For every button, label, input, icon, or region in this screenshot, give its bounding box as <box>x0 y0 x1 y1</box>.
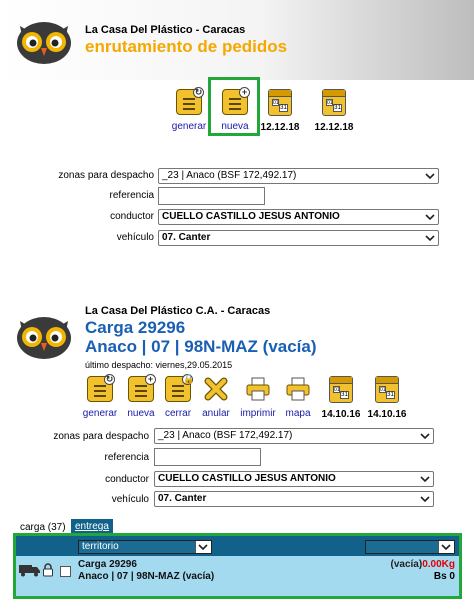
zonas-select[interactable] <box>158 168 439 184</box>
calendar-icon: 01 31 <box>268 89 292 116</box>
tab-entrega[interactable]: entrega <box>71 519 113 534</box>
row-subtitle: Anaco | 07 | 98N-MAZ (vacía) <box>78 571 215 582</box>
calendar-icon: 01 31 <box>329 376 353 403</box>
referencia-input[interactable] <box>154 448 261 466</box>
generate-icon: ↻ <box>87 376 113 402</box>
calendar-icon: 01 31 <box>375 376 399 403</box>
zonas-label: zonas para despacho <box>58 170 154 181</box>
highlight-new-button <box>208 77 260 136</box>
date-to-button[interactable] <box>363 376 411 420</box>
zonas-value: _23 | Anaco (BSF 172,492.17) <box>158 430 293 441</box>
new-label: nueva <box>127 408 155 419</box>
carga-subtitle: Anaco | 07 | 98N-MAZ (vacía) <box>85 337 317 356</box>
zonas-value: _23 | Anaco (BSF 172,492.17) <box>162 170 297 181</box>
referencia-input[interactable] <box>158 187 265 205</box>
chevron-down-icon <box>425 212 435 222</box>
date-from-button[interactable] <box>256 89 304 133</box>
map-button[interactable] <box>274 376 322 419</box>
referencia-label: referencia <box>109 190 154 201</box>
owl-logo-icon <box>16 313 72 359</box>
vehiculo-label: vehículo <box>111 494 149 505</box>
highlight-list-panel <box>13 533 462 599</box>
chevron-down-icon <box>425 233 435 243</box>
conductor-select[interactable] <box>158 209 439 225</box>
printer-icon <box>245 376 271 402</box>
company-name: La Casa Del Plástico C.A. - Caracas <box>85 305 271 317</box>
chevron-down-icon <box>425 171 435 181</box>
date-to-label: 12.12.18 <box>314 122 354 133</box>
last-dispatch: último despacho: viernes,29.05.2015 <box>85 360 233 370</box>
lock-icon: 🔒 <box>165 376 191 402</box>
referencia-label: referencia <box>104 452 149 463</box>
conductor-value: CUELLO CASTILLO JESUS ANTONIO <box>162 211 340 222</box>
chevron-down-icon <box>420 494 430 504</box>
conductor-label: conductor <box>105 474 149 485</box>
conductor-value: CUELLO CASTILLO JESUS ANTONIO <box>158 473 336 484</box>
date-to-button[interactable] <box>310 89 358 133</box>
map-label: mapa <box>285 408 311 419</box>
generate-button[interactable] <box>165 89 213 132</box>
date-from-label: 14.10.16 <box>321 409 361 420</box>
vehiculo-label: vehículo <box>116 232 154 243</box>
owl-logo-icon <box>16 18 72 64</box>
cancel-x-icon <box>203 376 229 402</box>
new-label: nueva <box>221 121 249 132</box>
generate-icon: ↻ <box>176 89 202 115</box>
close-label: cerrar <box>164 408 192 419</box>
vehiculo-value: 07. Canter <box>162 232 211 243</box>
vehiculo-select[interactable] <box>158 230 439 246</box>
map-printer-icon <box>285 376 311 402</box>
page-title: enrutamiento de pedidos <box>85 37 288 56</box>
tab-carga[interactable]: carga (37) <box>16 520 70 535</box>
conductor-label: conductor <box>110 211 154 222</box>
row-amount: Bs 0 <box>433 571 455 582</box>
territorio-value: territorio <box>82 541 119 552</box>
date-from-label: 12.12.18 <box>260 122 300 133</box>
conductor-select[interactable] <box>154 471 434 487</box>
row-title: Carga 29296 <box>78 559 137 570</box>
generate-label: generar <box>171 121 207 132</box>
row-status-weight: 0.00Kg <box>422 559 455 570</box>
zonas-select[interactable] <box>154 428 434 444</box>
chevron-down-icon <box>420 474 430 484</box>
date-from-button[interactable] <box>317 376 365 420</box>
cancel-label: anular <box>202 408 230 419</box>
new-icon: + <box>222 89 248 115</box>
print-label: imprimir <box>240 408 276 419</box>
company-name: La Casa Del Plástico - Caracas <box>85 24 246 36</box>
generate-label: generar <box>82 408 118 419</box>
carga-title: Carga 29296 <box>85 318 186 337</box>
cancel-button[interactable] <box>192 376 240 419</box>
row-status-prefix: (vacía) <box>390 559 423 570</box>
date-to-label: 14.10.16 <box>367 409 407 420</box>
vehiculo-select[interactable] <box>154 491 434 507</box>
chevron-down-icon <box>420 431 430 441</box>
zonas-label: zonas para despacho <box>53 431 149 442</box>
calendar-icon: 01 31 <box>322 89 346 116</box>
new-icon: + <box>128 376 154 402</box>
vehiculo-value: 07. Canter <box>158 493 207 504</box>
